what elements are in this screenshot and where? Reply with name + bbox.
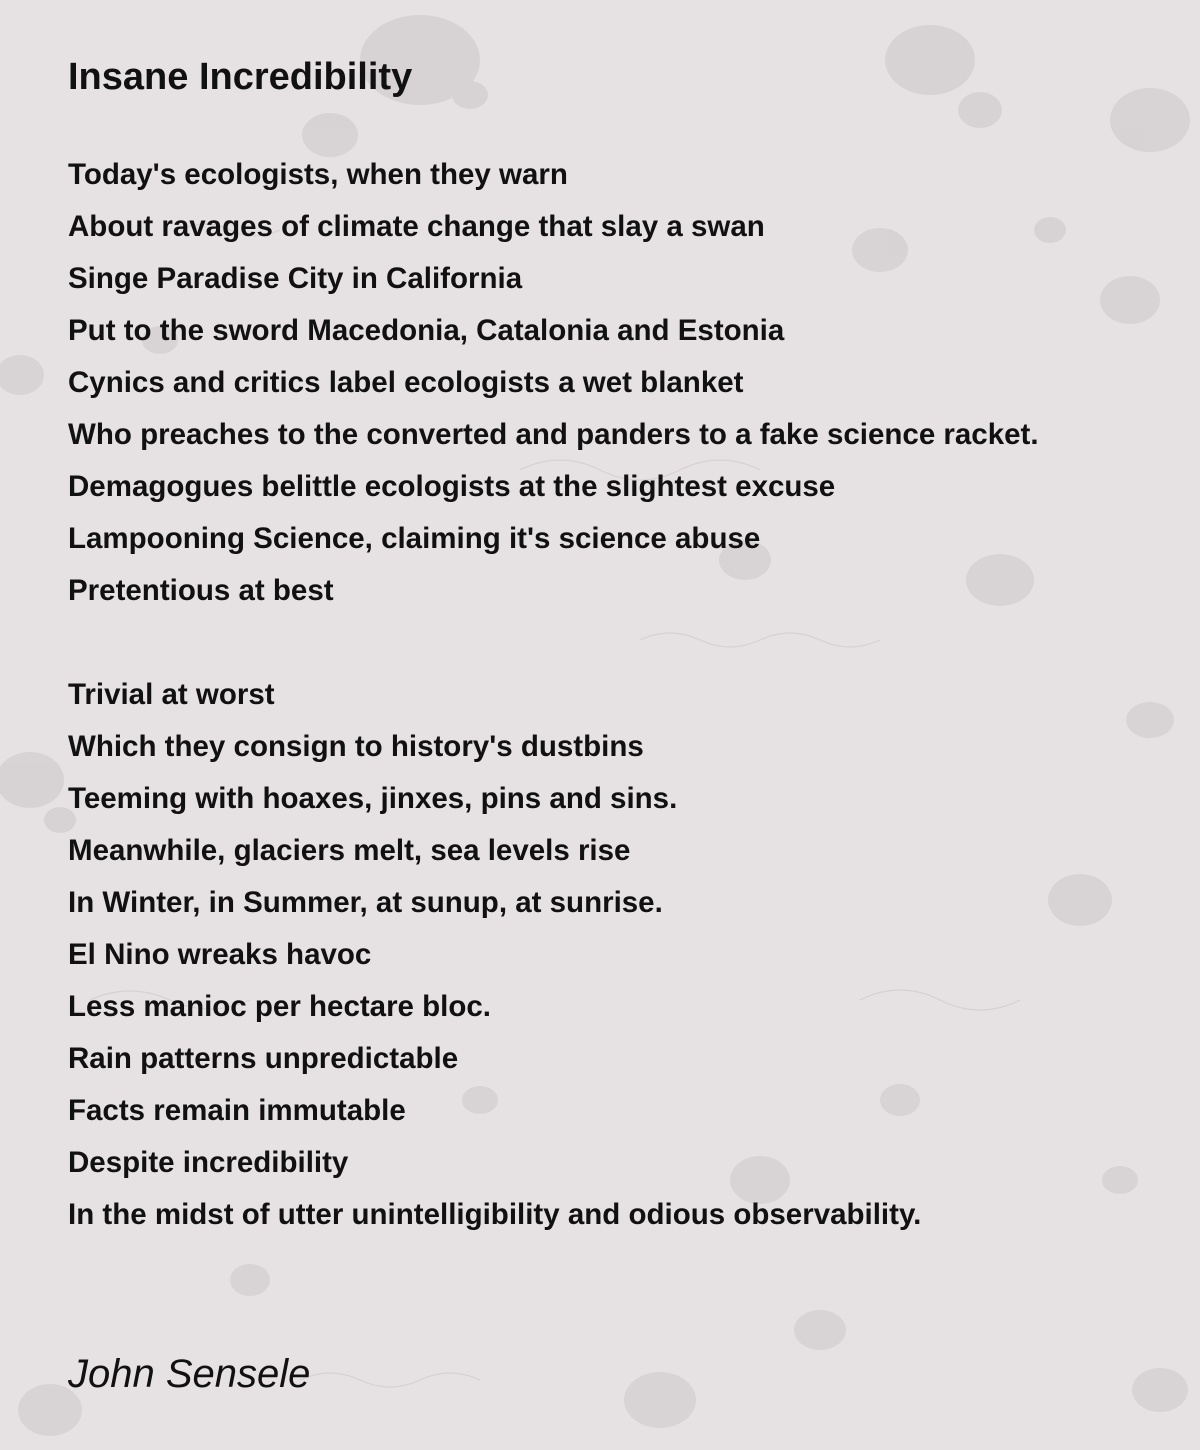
- poem-body: [68, 149, 1178, 1241]
- poem-line: About ravages of climate change that slay a swan: [68, 210, 765, 243]
- poem-line: Today's ecologists, when they warn: [68, 158, 568, 191]
- poem-line: Cynics and critics label ecologists a wet blanket: [68, 366, 744, 399]
- poem-title: Insane Incredibility: [68, 56, 413, 98]
- poem-author: John Sensele: [68, 1352, 311, 1396]
- poem-line: Facts remain immutable: [68, 1094, 406, 1127]
- poem-line: Teeming with hoaxes, jinxes, pins and sins.: [68, 782, 678, 815]
- stanza-break: [68, 617, 1178, 669]
- poem-line: Who preaches to the converted and panders to a fake science racket.: [68, 418, 1039, 451]
- poem-line: In the midst of utter unintelligibility and odious observability.: [68, 1198, 922, 1231]
- poem-line: Which they consign to history's dustbins: [68, 730, 644, 763]
- poem-line: Meanwhile, glaciers melt, sea levels rise: [68, 834, 631, 867]
- poem-line: Put to the sword Macedonia, Catalonia and Estonia: [68, 314, 785, 347]
- poem-line: Demagogues belittle ecologists at the slightest excuse: [68, 470, 836, 503]
- poem-line: Less manioc per hectare bloc.: [68, 990, 491, 1023]
- poem-line: El Nino wreaks havoc: [68, 938, 372, 971]
- poem-line: Rain patterns unpredictable: [68, 1042, 459, 1075]
- poem-line: Lampooning Science, claiming it's science abuse: [68, 522, 761, 555]
- poem-line: Singe Paradise City in California: [68, 262, 523, 295]
- poem-line: Trivial at worst: [68, 678, 275, 711]
- poem-line: In Winter, in Summer, at sunup, at sunrise.: [68, 886, 663, 919]
- poem-line: Pretentious at best: [68, 574, 334, 607]
- poem-line: Despite incredibility: [68, 1146, 349, 1179]
